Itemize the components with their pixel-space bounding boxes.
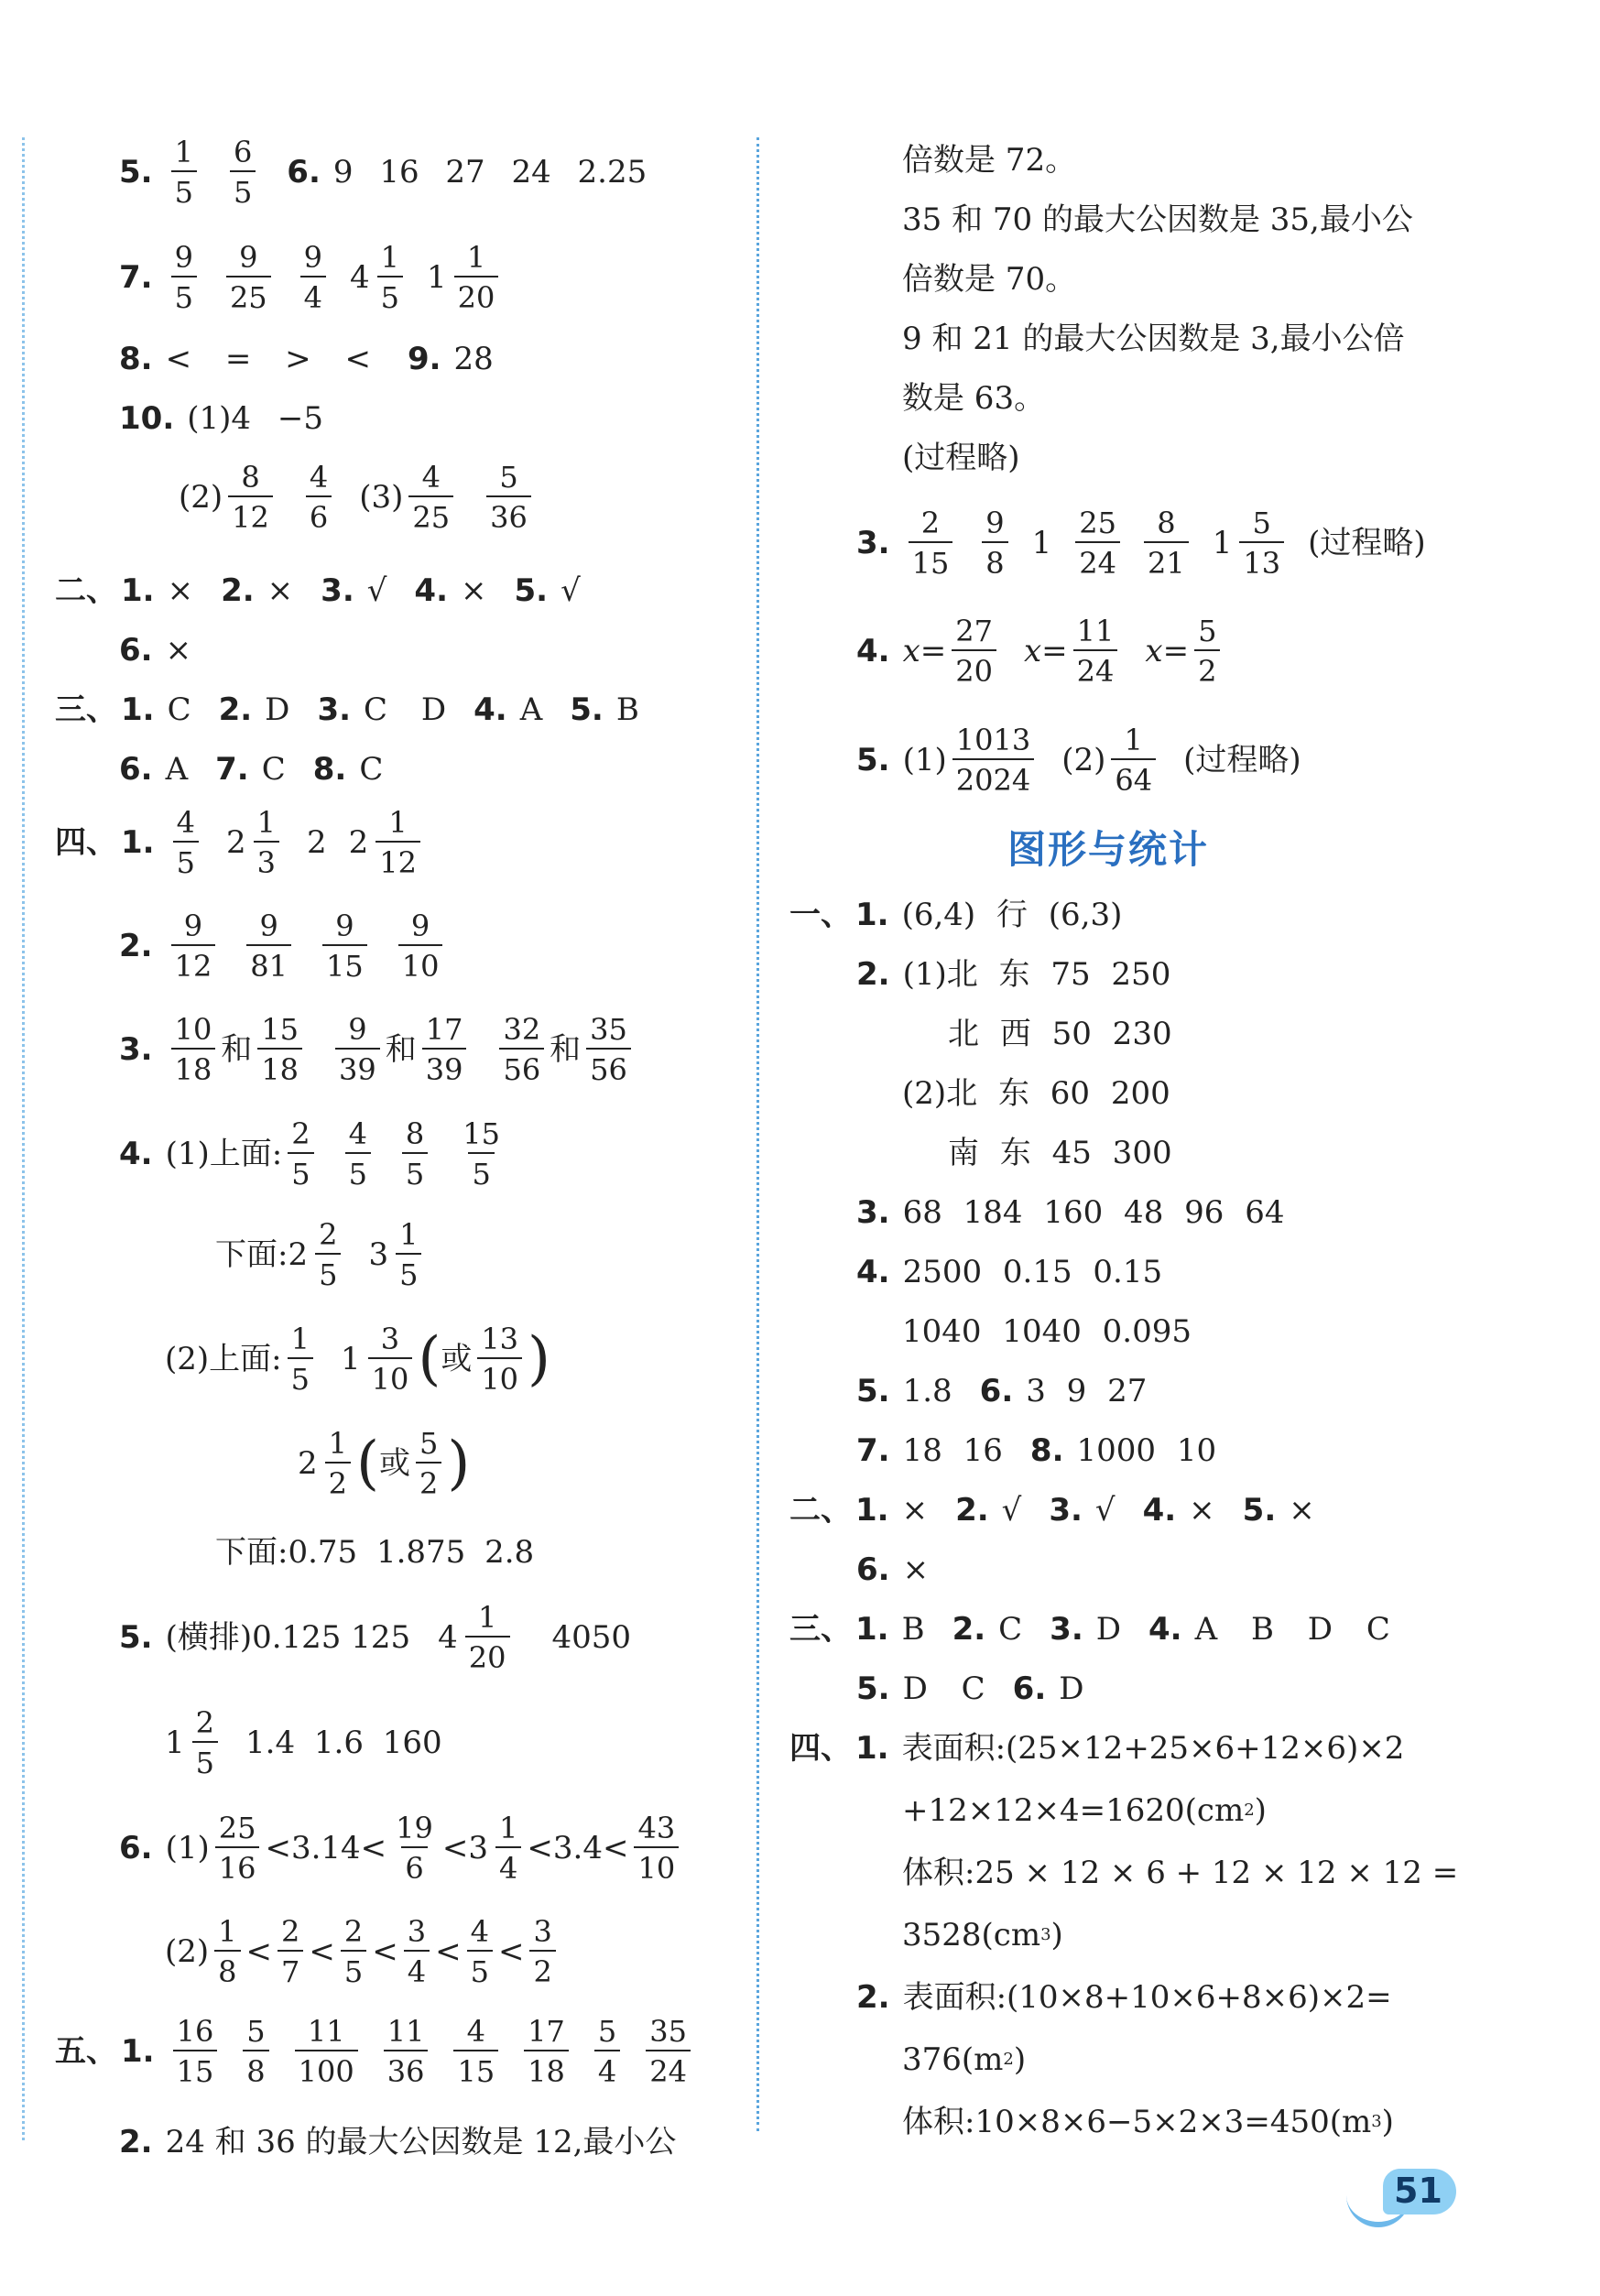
line-r6: (过程略) [902,440,1020,476]
item-number: 5. [119,154,153,190]
line-r30: 体积:10×8×6−5×2×3=450(m 3 ) [902,2104,1394,2140]
line-l22: 五、 1. $\frac{16}{15}$ $\frac{5}{8}$ $\frac{11}{100}$ $\frac{11}{36}$ $\frac{4}{15}$ $\frac{17}{18}$ $\frac{5}{4}$ $\frac{35}{24}$ [55,2017,696,2086]
line-r23: 5. D C 6. D [856,1670,1084,1707]
item-number: 9. [407,341,441,377]
line-r15: 3. 68 184 160 48 96 64 [856,1194,1285,1231]
line-l9: 6. A 7. C 8. C [119,751,384,788]
line-l1 [119,135,648,210]
section-label: 二、 [55,572,117,609]
line-l13: 4. (1)上面: $\frac{2}{5}$ $\frac{4}{5}$ $\frac{8}{5}$ $\frac{15}{5}$ [119,1116,500,1192]
line-r22: 三、 1. B 2. C 3. D 4. A B D C [789,1611,1390,1648]
line-r11: 2. (1)北 东 75 250 [856,956,1171,993]
line-r7: 3. $\frac{2}{15}$ $\frac{9}{8}$ 1 $\frac{25}{24}$ $\frac{8}{21}$ 1 $\frac{5}{13}$ (过程略) [856,506,1426,581]
line-l10: 四、 1. $\frac{4}{5}$ 2 $\frac{1}{3}$ 2 2 $\frac{1}{12}$ [55,808,426,877]
section-label: 四、 [789,1730,852,1767]
line-r17: 1040 1040 0.095 [902,1313,1192,1350]
item-number: 6. [287,154,321,190]
section-title: 图形与统计 [1007,827,1210,872]
left-margin-rule [22,137,25,2140]
line-r27: 3528(cm 3 ) [902,1917,1063,1953]
line-l11: 2. $\frac{9}{12}$ $\frac{9}{81}$ $\frac{9}{15}$ $\frac{9}{10}$ [119,911,448,981]
line-r21: 6. × [856,1551,930,1588]
page-number: 51 [1394,2171,1442,2211]
fraction: $\frac{6}{5}$ [230,137,256,207]
section-label: 四、 [55,824,117,861]
line-l19: 1 $\frac{2}{5}$ 1.4 1.6 160 [165,1705,442,1780]
column-divider [756,137,759,2131]
line-l20: 6. (1) $\frac{25}{16}$ < 3.14 < $\frac{19}{6}$ < 3 $\frac{1}{4}$ < 3.4 < $\frac{43}{10}$ [119,1813,684,1883]
section-label: 三、 [55,691,117,728]
line-r4: 9 和 21 的最大公因数是 3,最小公倍 [902,321,1405,357]
fraction: $\frac{1}{20}$ [454,243,499,312]
sub-label: (3) [359,479,404,516]
mixed-whole: 1 [427,259,447,296]
line-r8: 4. x = $\frac{27}{20}$ x = $\frac{11}{24}$ x = $\frac{5}{2}$ [856,616,1225,686]
line-l6: 二、 1. × 2. × 3. √ 4. × 5. √ [55,572,581,609]
section-label: 三、 [789,1611,852,1648]
line-r10: 一、 1. (6,4) 行 (6,3) [789,897,1123,933]
fraction: $\frac{9}{4}$ [300,243,326,312]
line-l2 [119,240,504,315]
line-l17: 下面:0.75 1.875 2.8 [215,1534,535,1571]
line-r5: 数是 63。 [902,380,1046,417]
fraction: $\frac{8}{12}$ [228,462,273,532]
line-r20: 二、 1. × 2. √ 3. √ 4. × 5. × [789,1492,1315,1529]
fraction: $\frac{4}{25}$ [408,462,453,532]
line-l21: (2) $\frac{1}{8}$ < $\frac{2}{7}$ < $\frac{2}{5}$ < $\frac{3}{4}$ < $\frac{4}{5}$ < $\frac{3}{2}$ [165,1917,561,1986]
section-label: 二、 [789,1492,852,1529]
line-r13: (2)北 东 60 200 [902,1075,1170,1112]
line-r16: 4. 2500 0.15 0.15 [856,1254,1163,1290]
line-r14: 南 东 45 300 [948,1135,1172,1171]
line-r18: 5. 1.8 6. 3 9 27 [856,1373,1148,1409]
fraction: $\frac{5}{36}$ [486,462,531,532]
line-l7: 6. × [119,632,192,669]
item-number: 7. [119,259,153,296]
answer-text: < = > < [165,341,371,377]
line-l12: 3. $\frac{10}{18}$ 和 $\frac{15}{18}$ $\frac{9}{39}$ 和 $\frac{17}{39}$ $\frac{32}{56}$ 和 $\frac{35}{56}$ [119,1015,637,1084]
line-r29: 376(m 2 ) [902,2041,1027,2078]
line-l5 [179,460,537,535]
answer-text: 9 16 27 24 2.25 [332,154,648,190]
line-l18: 5. (横排)0.125 125 4 $\frac{1}{20}$ 4050 [119,1600,632,1675]
line-r26: 体积:25 × 12 × 6 + 12 × 12 × 12 = [902,1855,1459,1891]
item-number: 10. [119,400,175,437]
line-l3 [119,343,494,375]
page-number-badge [1346,2161,1465,2225]
item-number: 8. [119,341,153,377]
line-r12: 北 西 50 230 [948,1016,1172,1052]
line-l15: (2)上面: $\frac{1}{5}$ 1 $\frac{3}{10}$ ( 或 $\frac{13}{10}$ ) [165,1322,550,1397]
line-r25: +12×12×4=1620(cm 2 ) [902,1792,1267,1829]
section-label: 一、 [789,897,852,933]
line-l16: 2 $\frac{1}{2}$ ( 或 $\frac{5}{2}$ ) [298,1426,471,1501]
section-label: 五、 [55,2033,117,2070]
answer-text: 28 [453,341,494,377]
line-l23: 2. 24 和 36 的最大公因数是 12,最小公 [119,2124,677,2160]
line-r1: 倍数是 72。 [902,142,1077,179]
fraction: $\frac{4}{6}$ [306,462,332,532]
line-r24: 四、 1. 表面积:(25×12+25×6+12×6)×2 [789,1730,1405,1767]
mixed-whole: 4 [350,259,370,296]
line-r28: 2. 表面积:(10×8+10×6+8×6)×2= [856,1979,1392,2016]
sub-label: (2) [179,479,223,516]
line-r19: 7. 18 16 8. 1000 10 [856,1432,1217,1469]
fraction: $\frac{9}{5}$ [171,243,197,312]
line-r3: 倍数是 70。 [902,261,1077,298]
line-l8: 三、 1. C 2. D 3. C D 4. A 5. B [55,691,639,728]
line-l4 [119,400,323,437]
fraction: $\frac{1}{5}$ [377,243,403,312]
line-r9: 5. (1) $\frac{1013}{2024}$ (2) $\frac{1}{64}$ (过程略) [856,723,1301,798]
line-l14: 下面: 2 $\frac{2}{5}$ 3 $\frac{1}{5}$ [215,1220,427,1289]
fraction: $\frac{1}{5}$ [171,137,197,207]
answer-text: (1)4 −5 [187,400,323,437]
line-r2: 35 和 70 的最大公因数是 35,最小公 [902,201,1413,238]
fraction: $\frac{9}{25}$ [226,243,271,312]
